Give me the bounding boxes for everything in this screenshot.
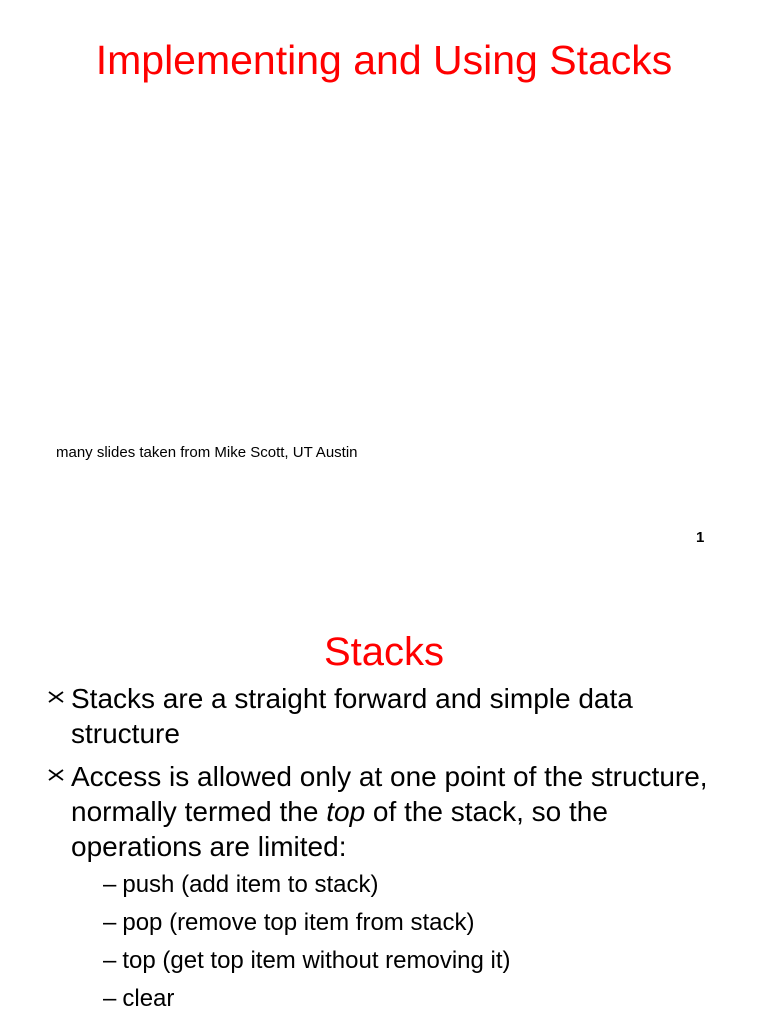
operation-item-push [103,866,746,904]
page-number: 1 [696,529,705,546]
dash-marker: – [103,947,117,974]
operation-item-top [103,942,746,980]
operation-text: top (get top item without removing it) [122,947,511,974]
slide-2-title: Stacks [323,630,445,674]
operation-item-clear [103,980,746,1018]
bullet-list [46,681,746,1026]
operation-text: clear [122,985,175,1012]
bullet-text-start: Access is allowed only at one point of the structure, normally termed the [71,761,708,827]
x-arrow-bullet-icon [46,767,68,783]
slide-1-title: Implementing and Using Stacks [95,37,673,83]
slide-2 [0,576,768,1024]
operation-item-pop [103,904,746,942]
dash-marker: – [103,909,117,936]
dash-marker: – [103,871,117,898]
bullet-text-end: of the stack, so the operations are limited: [71,796,608,862]
operations-list [103,866,746,1018]
operation-text: pop (remove top item from stack) [122,909,475,936]
x-arrow-bullet-icon [46,689,68,705]
emphasis-top: top [326,796,366,827]
credit-text: many slides taken from Mike Scott, UT Austin [56,444,358,461]
operation-text: push (add item to stack) [122,871,379,898]
bullet-item [46,681,746,751]
bullet-item [46,759,746,1018]
dash-marker: – [103,985,117,1012]
bullet-text: Stacks are a straight forward and simple data structure [71,683,633,749]
